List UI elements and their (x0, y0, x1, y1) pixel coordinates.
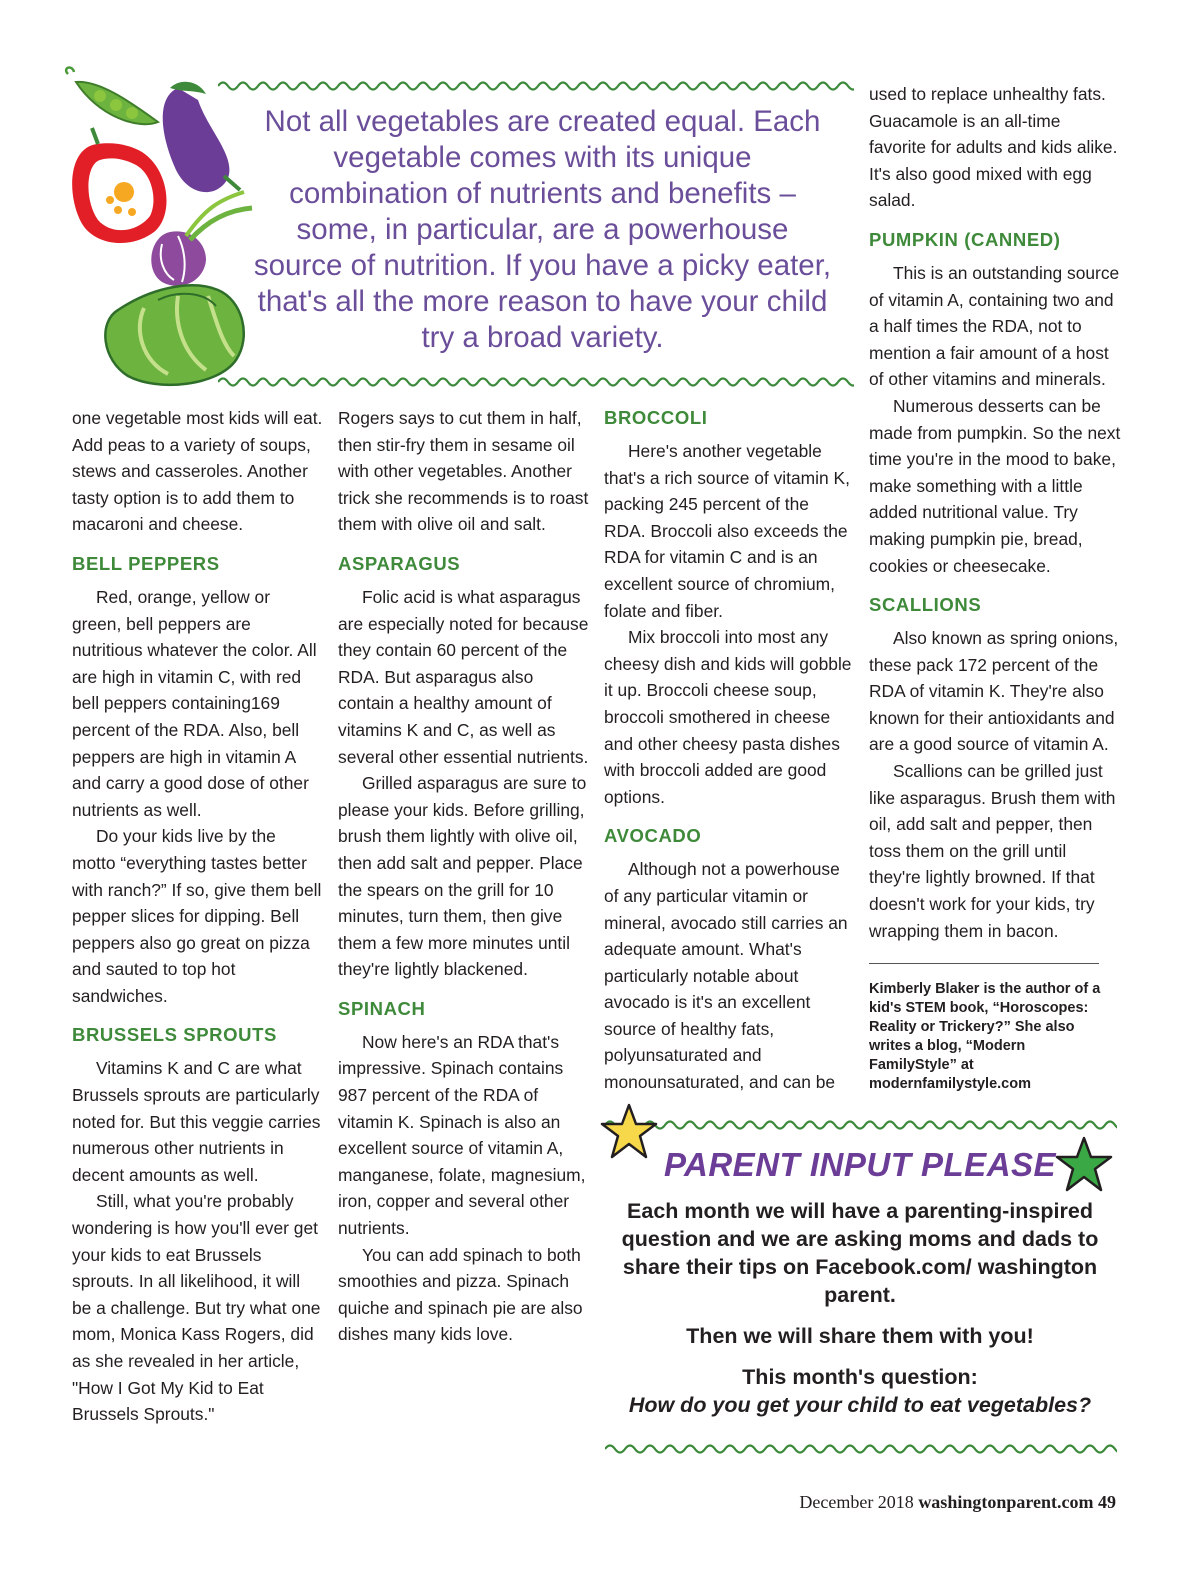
pull-quote: Not all vegetables are created equal. Each vegetable comes with its unique combination of nutrients and benefits – some, in particular, are a powerhouse source of nutrition. If you have a picky eater, that's all the more reason to have your child try a broad variety. (253, 105, 832, 354)
pea-pod-icon (66, 68, 158, 125)
paragraph: This is an outstanding source of vitamin A, containing two and a half times the RDA, not to mention a fair amount of a host of other vitamins and minerals. (869, 262, 1120, 390)
footer-date: December 2018 (799, 1492, 914, 1512)
paragraph: Scallions can be grilled just like asparagus. Brush them with oil, add salt and pepper, then toss them on the grill until they're lightly browned. If that doesn't work for your kids, try wrapping them in bacon. (869, 761, 1116, 941)
paragraph: Although not a powerhouse of any particular vitamin or mineral, avocado still carries an adequate amount. What's particularly notable about avocado is it's an excellent source of healthy fats, polyunsaturated and monounsaturated, and can be (604, 859, 848, 1093)
article-column-3 (604, 406, 854, 1096)
paragraph: Grilled asparagus are sure to please your kids. Before grilling, brush them lightly with olive oil, then add salt and pepper. Place the spears on the grill for 10 minutes, turn them, then give them a few more minutes until they're lightly blackened. (338, 773, 587, 980)
wave-divider-parent-bottom (605, 1441, 1117, 1457)
section-heading-broccoli: BROCCOLI (604, 407, 708, 428)
paragraph: Now here's an RDA that's impressive. Spinach contains 987 percent of the RDA of vitamin K. Spinach is also an excellent source of vitamin A, manganese, folate, magnesium, iron, copper and several other nutrients. (338, 1031, 586, 1239)
section-heading-scallions: SCALLIONS (869, 594, 982, 616)
question-text: How do you get your child to eat vegetables? (628, 1393, 1092, 1417)
paragraph: Numerous desserts can be made from pumpkin. So the next time you're in the mood to bake, make something with a little added nutritional value. Try making pumpkin pie, bread, cookies or cheesecake. (869, 395, 1121, 576)
question-label: This month's question: (742, 1365, 978, 1389)
paragraph: Also known as spring onions, these pack 172 percent of the RDA of vitamin K. They're also known for their antioxidants and are a good source of vitamin A. (869, 628, 1119, 755)
bell-pepper-icon (72, 128, 166, 243)
section-heading-brussels-sprouts: BRUSSELS SPROUTS (72, 1024, 277, 1046)
section-heading-bell-peppers: BELL PEPPERS (72, 552, 220, 574)
paragraph: Vitamins K and C are what Brussels sprouts are particularly noted for. But this veggie carries numerous other nutrients in decent amounts as well. (72, 1058, 321, 1185)
footer-site: washingtonparent.com (918, 1492, 1094, 1512)
paragraph: Here's another vegetable that's a rich source of vitamin K, packing 245 percent of the RDA. Broccoli also exceeds the RDA for vitamin C and is an excellent source of chromium, folate and fiber. (604, 441, 850, 621)
page-number: 49 (1098, 1492, 1116, 1512)
section-heading-avocado: AVOCADO (604, 825, 702, 847)
parent-input-body (605, 1197, 1115, 1432)
paragraph: one vegetable most kids will eat. Add peas to a variety of soups, stews and casseroles. Another tasty option is to add them to macaroni and cheese. (72, 408, 323, 535)
article-column-4 (869, 81, 1121, 944)
parent-input-intro: Each month we will have a parenting-inspired question and we are asking moms and dads to share their tips on Facebook.com/ washington parent. (621, 1199, 1099, 1307)
paragraph: used to replace unhealthy fats. Guacamole is an all-time favorite for adults and kids alike. It's also good mixed with egg salad. (869, 84, 1118, 211)
section-heading-spinach: SPINACH (338, 997, 426, 1019)
wave-divider-quote-bottom (218, 374, 854, 390)
wave-divider-top (218, 78, 854, 94)
paragraph: Still, what you're probably wondering is how you'll ever get your kids to eat Brussels sprouts. In all likelihood, it will be a challenge. But try what one mom, Monica Kass Rogers, did as she revealed in her article, "How I Got My Kid to Eat Brussels Sprouts." (72, 1191, 321, 1425)
section-heading-pumpkin: PUMPKIN (CANNED) (869, 228, 1061, 250)
section-heading-asparagus: ASPARAGUS (338, 552, 461, 574)
author-bio: Kimberly Blaker is the author of a kid's STEM book, “Horoscopes: Reality or Trickery?” She also writes a blog, “Modern FamilyStyle” at modernfamilystyle.com (869, 981, 1101, 1092)
page-footer (799, 1492, 1116, 1513)
article-column-1 (72, 405, 324, 1428)
bio-divider (869, 963, 1099, 964)
eggplant-icon (163, 82, 240, 192)
parent-input-share: Then we will share them with you! (686, 1324, 1034, 1348)
paragraph: Red, orange, yellow or green, bell peppers are nutritious whatever the color. All are high in vitamin C, with red bell peppers containing169 percent of the RDA. Also, bell peppers are high in vitamin A and carry a good dose of other nutrients as well. (72, 586, 317, 820)
lettuce-icon (105, 285, 243, 384)
paragraph: Folic acid is what asparagus are especially noted for because they contain 60 percent of the RDA. But asparagus also contain a healthy amount of vitamins K and C, as well as several other essential nutrients. (338, 586, 589, 767)
onion-icon (151, 192, 252, 286)
wave-divider-parent-top (605, 1117, 1117, 1133)
paragraph: Mix broccoli into most any cheesy dish and kids will gobble it up. Broccoli cheese soup, broccoli smothered in cheese and other cheesy pasta dishes with broccoli added are good options. (604, 627, 852, 807)
article-column-2 (338, 405, 590, 1348)
paragraph: You can add spinach to both smoothies and pizza. Spinach quiche and spinach pie are also dishes many kids love. (338, 1244, 583, 1345)
paragraph: Rogers says to cut them in half, then stir-fry them in sesame oil with other vegetables. Another trick she recommends is to roast them with olive oil and salt. (338, 408, 589, 535)
vegetables-illustration (58, 60, 258, 390)
paragraph: Do your kids live by the motto “everything tastes better with ranch?” If so, give them bell pepper slices for dipping. Bell peppers also go great on pizza and sauted to top hot sandwiches. (72, 826, 322, 1006)
parent-input-title: PARENT INPUT PLEASE (663, 1146, 1057, 1183)
